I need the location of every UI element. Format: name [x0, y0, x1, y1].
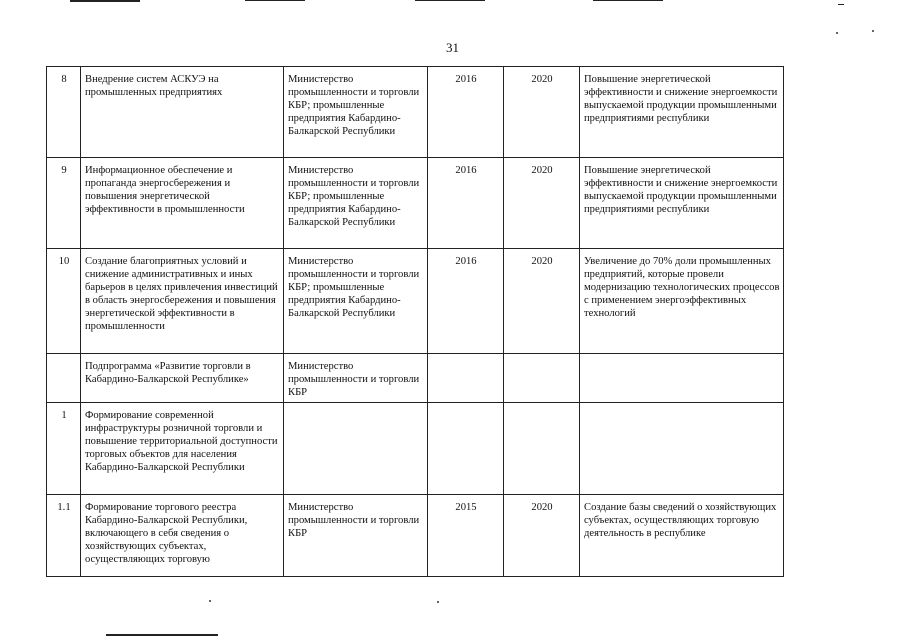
row-number: 1 — [47, 403, 81, 495]
row-number: 9 — [47, 158, 81, 249]
end-year: 2020 — [504, 249, 580, 354]
expected-result: Создание базы сведений о хозяйствующих субъектах, осуществляющих торговую деятельность в республике — [580, 495, 784, 577]
expected-result: Повышение энергетической эффективности и снижение энергоемкости выпускаемой продукции промышленными предприятиями республики — [580, 158, 784, 249]
row-number: 1.1 — [47, 495, 81, 577]
scan-mark — [245, 0, 305, 1]
expected-result: Повышение энергетической эффективности и снижение энергоемкости выпускаемой продукции промышленными предприятиями республики — [580, 67, 784, 158]
executor: Министерство промышленности и торговли КБР; промышленные предприятия Кабардино-Балкарской Республики — [284, 249, 428, 354]
expected-result: Увеличение до 70% доли промышленных предприятий, которые провели модернизацию технологических процессов с применением энергоэффективных технологий — [580, 249, 784, 354]
table-row — [47, 403, 784, 495]
end-year: 2020 — [504, 495, 580, 577]
scan-mark — [106, 634, 218, 636]
executor: Министерство промышленности и торговли КБР; промышленные предприятия Кабардино-Балкарской Республики — [284, 158, 428, 249]
executor — [284, 403, 428, 495]
scan-mark — [593, 0, 663, 1]
row-number: 10 — [47, 249, 81, 354]
start-year — [428, 354, 504, 403]
table-row — [47, 495, 784, 577]
measures-table — [46, 66, 784, 577]
row-number — [47, 354, 81, 403]
subprogram-title: Подпрограмма «Развитие торговли в Кабардино-Балкарской Республике» — [81, 354, 284, 403]
measure-name: Информационное обеспечение и пропаганда энергосбережения и повышения энергетической эффективности в промышленности — [81, 158, 284, 249]
scan-mark — [838, 4, 844, 5]
executor: Министерство промышленности и торговли КБР — [284, 495, 428, 577]
measure-name: Создание благоприятных условий и снижение административных и иных барьеров в целях привлечения инвестиций в область энергосбережения и повышения энергетической эффективности в промышленности — [81, 249, 284, 354]
start-year: 2016 — [428, 67, 504, 158]
row-number: 8 — [47, 67, 81, 158]
scan-speck — [209, 600, 211, 602]
table-row — [47, 354, 784, 403]
expected-result — [580, 354, 784, 403]
start-year: 2015 — [428, 495, 504, 577]
end-year: 2020 — [504, 158, 580, 249]
scan-speck — [872, 30, 874, 32]
end-year: 2020 — [504, 67, 580, 158]
start-year: 2016 — [428, 158, 504, 249]
start-year: 2016 — [428, 249, 504, 354]
page-number: 31 — [446, 40, 459, 55]
executor: Министерство промышленности и торговли КБР — [284, 354, 428, 403]
scan-mark — [415, 0, 485, 1]
start-year — [428, 403, 504, 495]
table-row — [47, 158, 784, 249]
executor: Министерство промышленности и торговли КБР; промышленные предприятия Кабардино-Балкарской Республики — [284, 67, 428, 158]
scan-speck — [836, 32, 838, 34]
measure-name: Формирование современной инфраструктуры розничной торговли и повышение территориальной доступности торговых объектов для населения Кабардино-Балкарской Республики — [81, 403, 284, 495]
measure-name: Формирование торгового реестра Кабардино-Балкарской Республики, включающего в себя сведения о хозяйствующих субъектах, осуществляющих торговую — [81, 495, 284, 577]
end-year — [504, 403, 580, 495]
scan-mark — [70, 0, 140, 2]
expected-result — [580, 403, 784, 495]
end-year — [504, 354, 580, 403]
scan-speck — [437, 601, 439, 603]
measure-name: Внедрение систем АСКУЭ на промышленных предприятиях — [81, 67, 284, 158]
table-row — [47, 249, 784, 354]
table-row — [47, 67, 784, 158]
